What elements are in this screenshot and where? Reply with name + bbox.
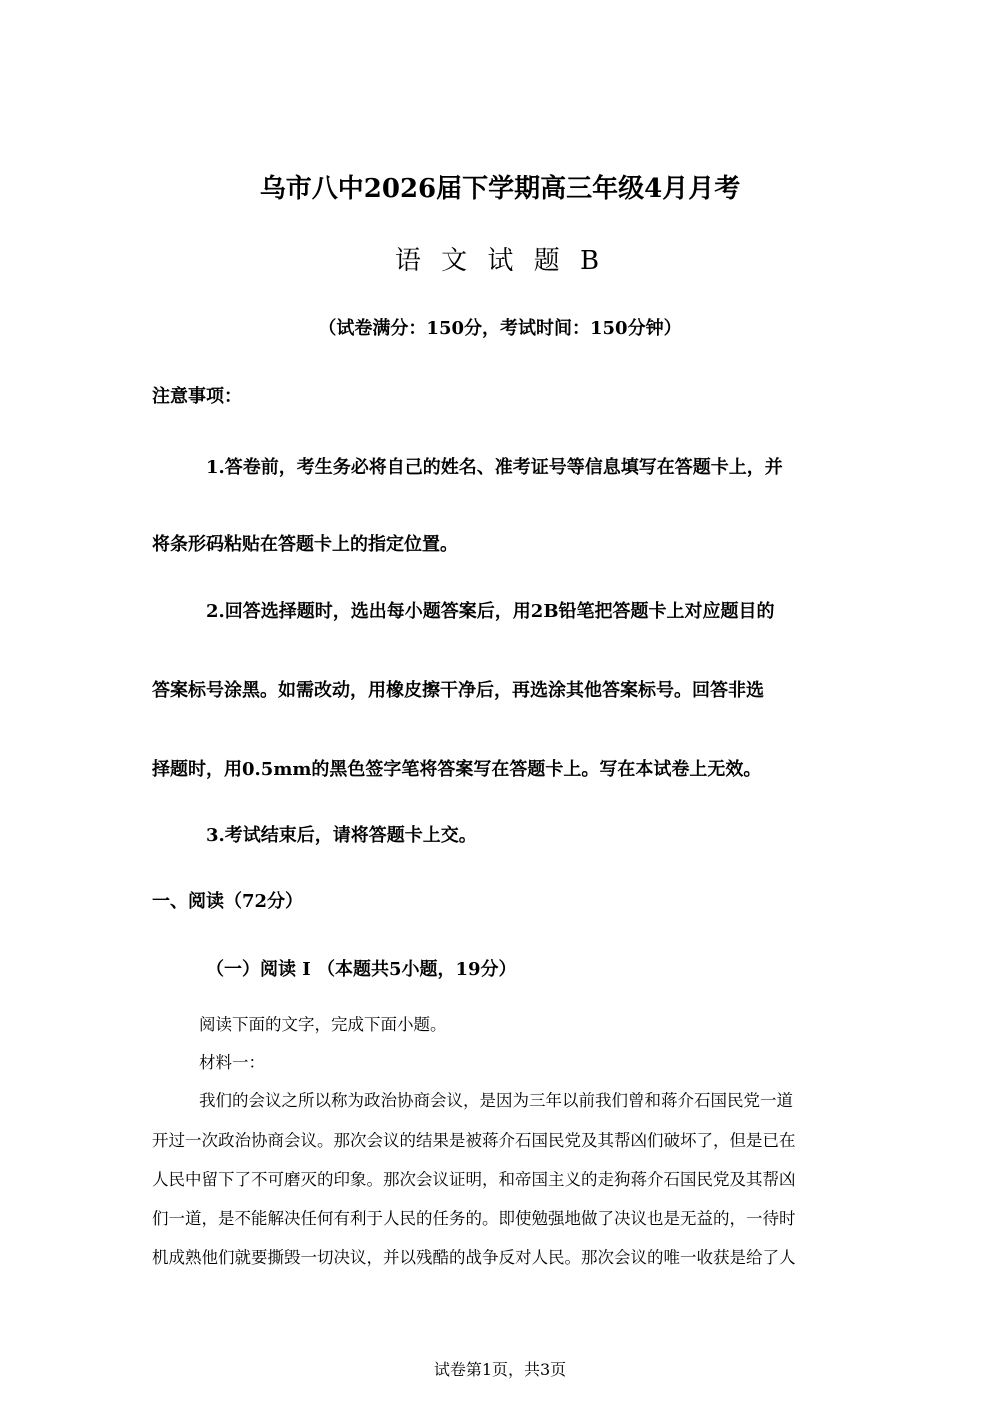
section-heading: 一、阅读（72分） <box>152 891 304 912</box>
notice-line: 答案标号涂黑。如需改动，用橡皮擦干净后，再选涂其他答案标号。回答非选 <box>152 680 764 701</box>
notice-line: 3.考试结束后，请将答题卡上交。 <box>206 825 477 846</box>
paragraph-line: 人民中留下了不可磨灭的印象。那次会议证明，和帝国主义的走狗蒋介石国民党及其帮凶 <box>152 1170 796 1189</box>
exam-title: 乌市八中2026届下学期高三年级4月月考 <box>259 174 741 204</box>
exam-subtitle: 语 文 试 题 B <box>394 246 606 276</box>
material-label: 材料一： <box>199 1053 265 1072</box>
section-subheading: （一）阅读 I （本题共5小题，19分） <box>206 959 517 980</box>
notice-line: 1.答卷前，考生务必将自己的姓名、准考证号等信息填写在答题卡上，并 <box>206 457 783 478</box>
paragraph-line: 我们的会议之所以称为政治协商会议，是因为三年以前我们曾和蒋介石国民党一道 <box>199 1091 793 1110</box>
notice-line: 将条形码粘贴在答题卡上的指定位置。 <box>152 534 458 555</box>
notice-line: 择题时，用0.5mm的黑色签字笔将答案写在答题卡上。写在本试卷上无效。 <box>152 759 762 780</box>
exam-info: （试卷满分：150分，考试时间：150分钟） <box>318 318 682 339</box>
paragraph-line: 机成熟他们就要撕毁一切决议，并以残酷的战争反对人民。那次会议的唯一收获是给了人 <box>152 1248 796 1267</box>
paragraph-line: 开过一次政治协商会议。那次会议的结果是被蒋介石国民党及其帮凶们破坏了，但是已在 <box>152 1131 796 1150</box>
page-footer: 试卷第1页，共3页 <box>433 1360 567 1379</box>
notice-line: 2.回答选择题时，选出每小题答案后，用2B铅笔把答题卡上对应题目的 <box>206 601 775 622</box>
notice-heading: 注意事项： <box>152 386 242 407</box>
reading-instruction: 阅读下面的文字，完成下面小题。 <box>199 1015 447 1034</box>
paragraph-line: 们一道，是不能解决任何有利于人民的任务的。即使勉强地做了决议也是无益的，一待时 <box>152 1209 796 1228</box>
